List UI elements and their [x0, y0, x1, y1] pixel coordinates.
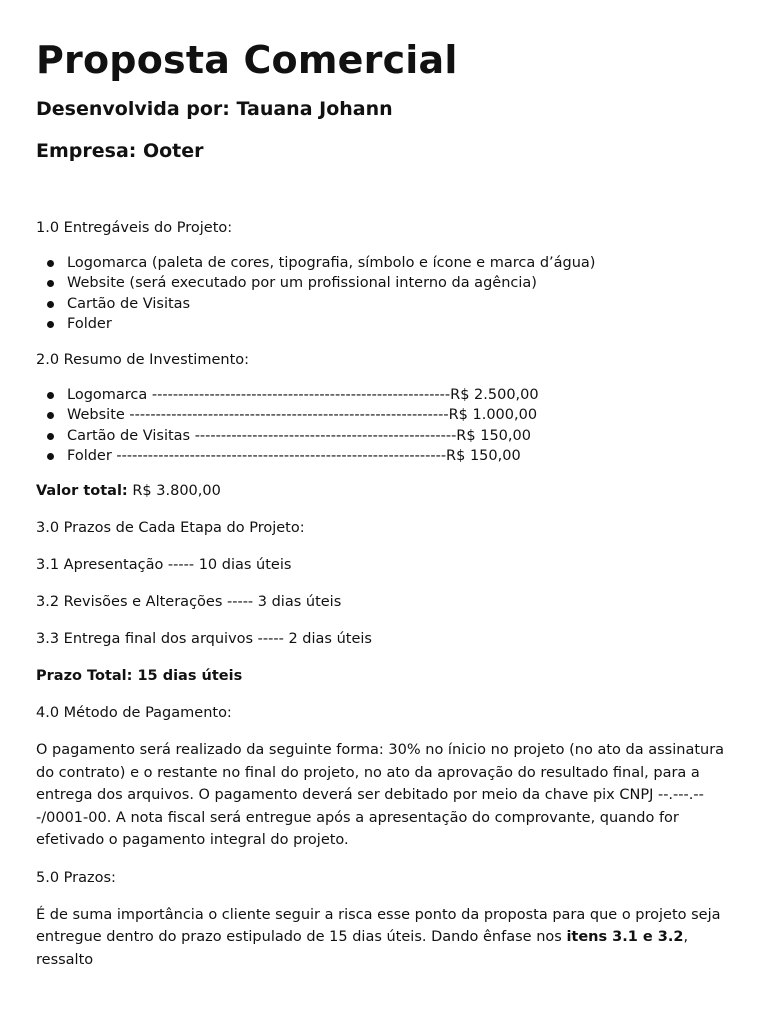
- list-item: [36, 253, 732, 273]
- deadline-paragraph: [36, 904, 736, 972]
- deadline-text-end: , ressalto: [36, 929, 689, 968]
- bullet-icon: [47, 260, 54, 267]
- list-item-text: Cartão de Visitas: [67, 295, 191, 312]
- company-line: Empresa: Ooter: [36, 140, 204, 162]
- payment-paragraph: O pagamento será realizado da seguinte forma: 30% no ínicio no projeto (no ato da assinatura do contrato) e o restante no final do projeto, no ato da aprovação do resultado final, para a entrega dos arquivos. O pagamento deverá ser debitado por meio da chave pix CNPJ --.---.---/0001-00. A nota fiscal será entregue após a apresentação do comprovante, quando for efetivado o pagamento integral do projeto.: [36, 742, 725, 849]
- bullet-icon: [47, 301, 54, 308]
- total-value-amount: R$ 3.800,00: [127, 483, 221, 500]
- step-3-3: 3.3 Entrega final dos arquivos ----- 2 dias úteis: [36, 631, 372, 648]
- bullet-icon: [47, 412, 54, 419]
- list-item-text: Logomarca (paleta de cores, tipografia, símbolo e ícone e marca d’água): [67, 255, 596, 271]
- bullet-icon: [47, 453, 54, 460]
- bullet-icon: [47, 392, 54, 399]
- step-3-2: 3.2 Revisões e Alterações ----- 3 dias úteis: [36, 594, 342, 611]
- section-1-heading: 1.0 Entregáveis do Projeto:: [36, 220, 233, 236]
- document-title: Proposta Comercial: [36, 38, 458, 82]
- section-3-heading: 3.0 Prazos de Cada Etapa do Projeto:: [36, 520, 305, 537]
- bullet-icon: [47, 280, 54, 287]
- investment-list: [36, 385, 732, 466]
- section-5-heading: 5.0 Prazos:: [36, 869, 116, 886]
- list-item-text: Folder ---------------------------------------------------------------R$ 150,00: [67, 448, 521, 465]
- list-item: [36, 446, 732, 466]
- list-item-text: Website (será executado por um profissional interno da agência): [67, 275, 537, 292]
- document-body: [36, 218, 732, 971]
- list-item: [36, 385, 732, 405]
- list-item: [36, 405, 732, 425]
- list-item: [36, 426, 732, 446]
- bullet-icon: [47, 321, 54, 328]
- list-item: [36, 273, 732, 293]
- section-4-heading: 4.0 Método de Pagamento:: [36, 705, 232, 722]
- list-item-text: Folder: [67, 315, 112, 332]
- list-item: [36, 294, 732, 314]
- list-item-text: Website -------------------------------------------------------------R$ 1.000,00: [67, 407, 538, 424]
- section-2-heading: 2.0 Resumo de Investimento:: [36, 352, 250, 369]
- total-deadline: Prazo Total: 15 dias úteis: [36, 668, 243, 685]
- deadline-text-start: É de suma importância o cliente seguir a risca esse ponto da proposta para que o projeto seja entregue dentro do prazo estipulado de 15 dias úteis. Dando ênfase nos: [36, 906, 721, 946]
- deliverables-list: [36, 253, 732, 334]
- deadline-text-bold: itens 3.1 e 3.2: [566, 929, 684, 946]
- bullet-icon: [47, 433, 54, 440]
- total-value-label: Valor total:: [36, 483, 128, 500]
- list-item: [36, 314, 732, 334]
- total-value-line: [36, 481, 732, 501]
- list-item-text: Cartão de Visitas --------------------------------------------------R$ 150,00: [67, 427, 531, 444]
- step-3-1: 3.1 Apresentação ----- 10 dias úteis: [36, 557, 292, 574]
- developer-line: Desenvolvida por: Tauana Johann: [36, 98, 393, 120]
- list-item-text: Logomarca ---------------------------------------------------------R$ 2.500,00: [67, 387, 539, 404]
